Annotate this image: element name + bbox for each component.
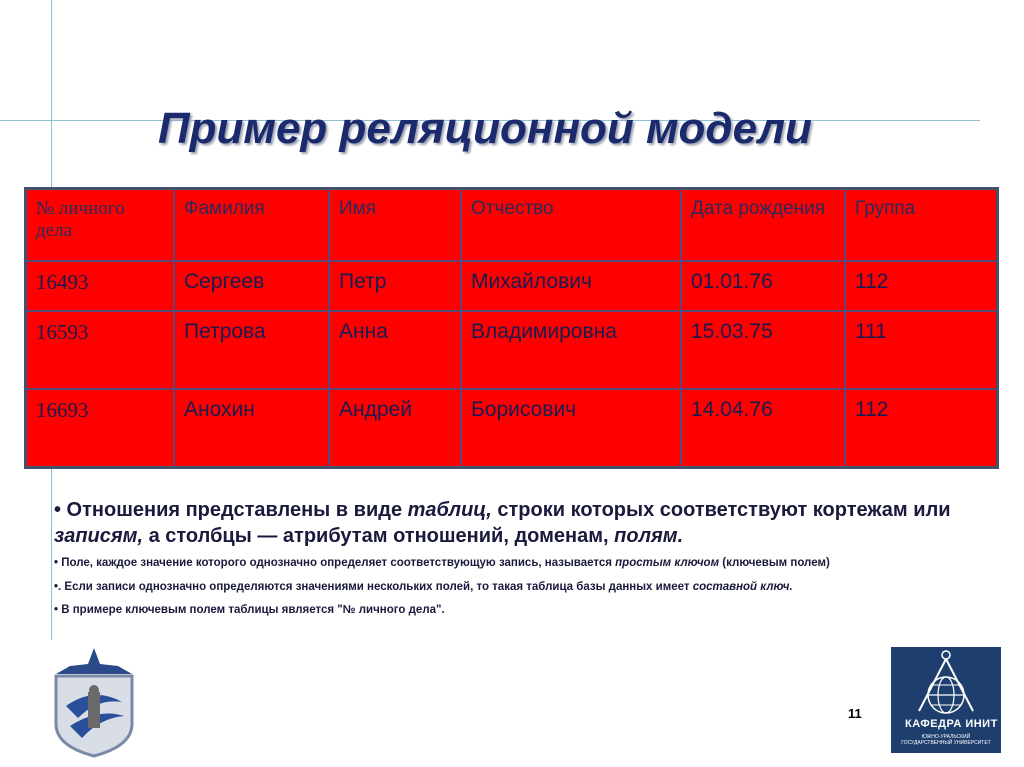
header-cell: Фамилия (174, 189, 329, 262)
table-cell: Михайлович (461, 261, 681, 311)
header-cell: № личного дела (26, 189, 175, 262)
table-cell: 14.04.76 (681, 389, 845, 468)
bullet-text: • Отношения представлены в виде (54, 499, 408, 521)
bullet-text: •. Если записи однозначно определяются значениями нескольких полей, то такая таблица базы данных имеет (54, 581, 693, 593)
bullet-example-key (54, 604, 445, 616)
table-cell: Владимировна (461, 311, 681, 389)
bullet-emphasis: полям. (614, 525, 684, 547)
table-cell: 112 (845, 389, 998, 468)
header-cell: Имя (329, 189, 461, 262)
table-cell: Андрей (329, 389, 461, 468)
bullet-composite-key (54, 581, 793, 593)
table-cell: Борисович (461, 389, 681, 468)
table-row (26, 311, 998, 389)
header-cell: Дата рождения (681, 189, 845, 262)
table-cell: 15.03.75 (681, 311, 845, 389)
relational-table (24, 187, 999, 469)
table-cell: Сергеев (174, 261, 329, 311)
table-cell: 111 (845, 311, 998, 389)
table-header-row (26, 189, 998, 262)
page-number: 11 (848, 706, 862, 721)
table-cell: Анна (329, 311, 461, 389)
university-name: ЮЖНО-УРАЛЬСКИЙ ГОСУДАРСТВЕННЫЙ УНИВЕРСИТЕТ (901, 734, 991, 746)
bullet-text: строки которых соответствуют кортежам или (491, 499, 951, 521)
table-row (26, 261, 998, 311)
bullet-relations (54, 497, 984, 549)
bullet-text: • Поле, каждое значение которого однозначно определяет соответствующую запись, называется (54, 557, 616, 569)
table-cell: 112 (845, 261, 998, 311)
table-row (26, 389, 998, 468)
header-cell: Отчество (461, 189, 681, 262)
table-cell: 16593 (26, 311, 175, 389)
table-cell: 01.01.76 (681, 261, 845, 311)
table-cell: Петр (329, 261, 461, 311)
slide-title: Пример реляционной модели (158, 104, 812, 153)
table-cell: Петрова (174, 311, 329, 389)
bullet-emphasis: составной ключ. (692, 581, 793, 593)
bullet-simple-key (54, 557, 830, 569)
bullet-emphasis: таблиц, (407, 499, 492, 521)
bullet-text: а столбцы — атрибутам отношений, доменам, (143, 525, 615, 547)
bullet-emphasis: записям, (54, 525, 144, 547)
table-cell: Анохин (174, 389, 329, 468)
department-name: КАФЕДРА ИНИТ (905, 718, 998, 730)
bullet-text: (ключевым полем) (719, 557, 830, 569)
bullet-text: • В примере ключевым полем таблицы является "№ личного дела". (54, 604, 445, 616)
university-emblem-icon (48, 646, 140, 758)
table-cell: 16493 (26, 261, 175, 311)
bullet-emphasis: простым ключом (615, 557, 720, 569)
department-logo (891, 647, 1001, 753)
header-cell: Группа (845, 189, 998, 262)
table-cell: 16693 (26, 389, 175, 468)
